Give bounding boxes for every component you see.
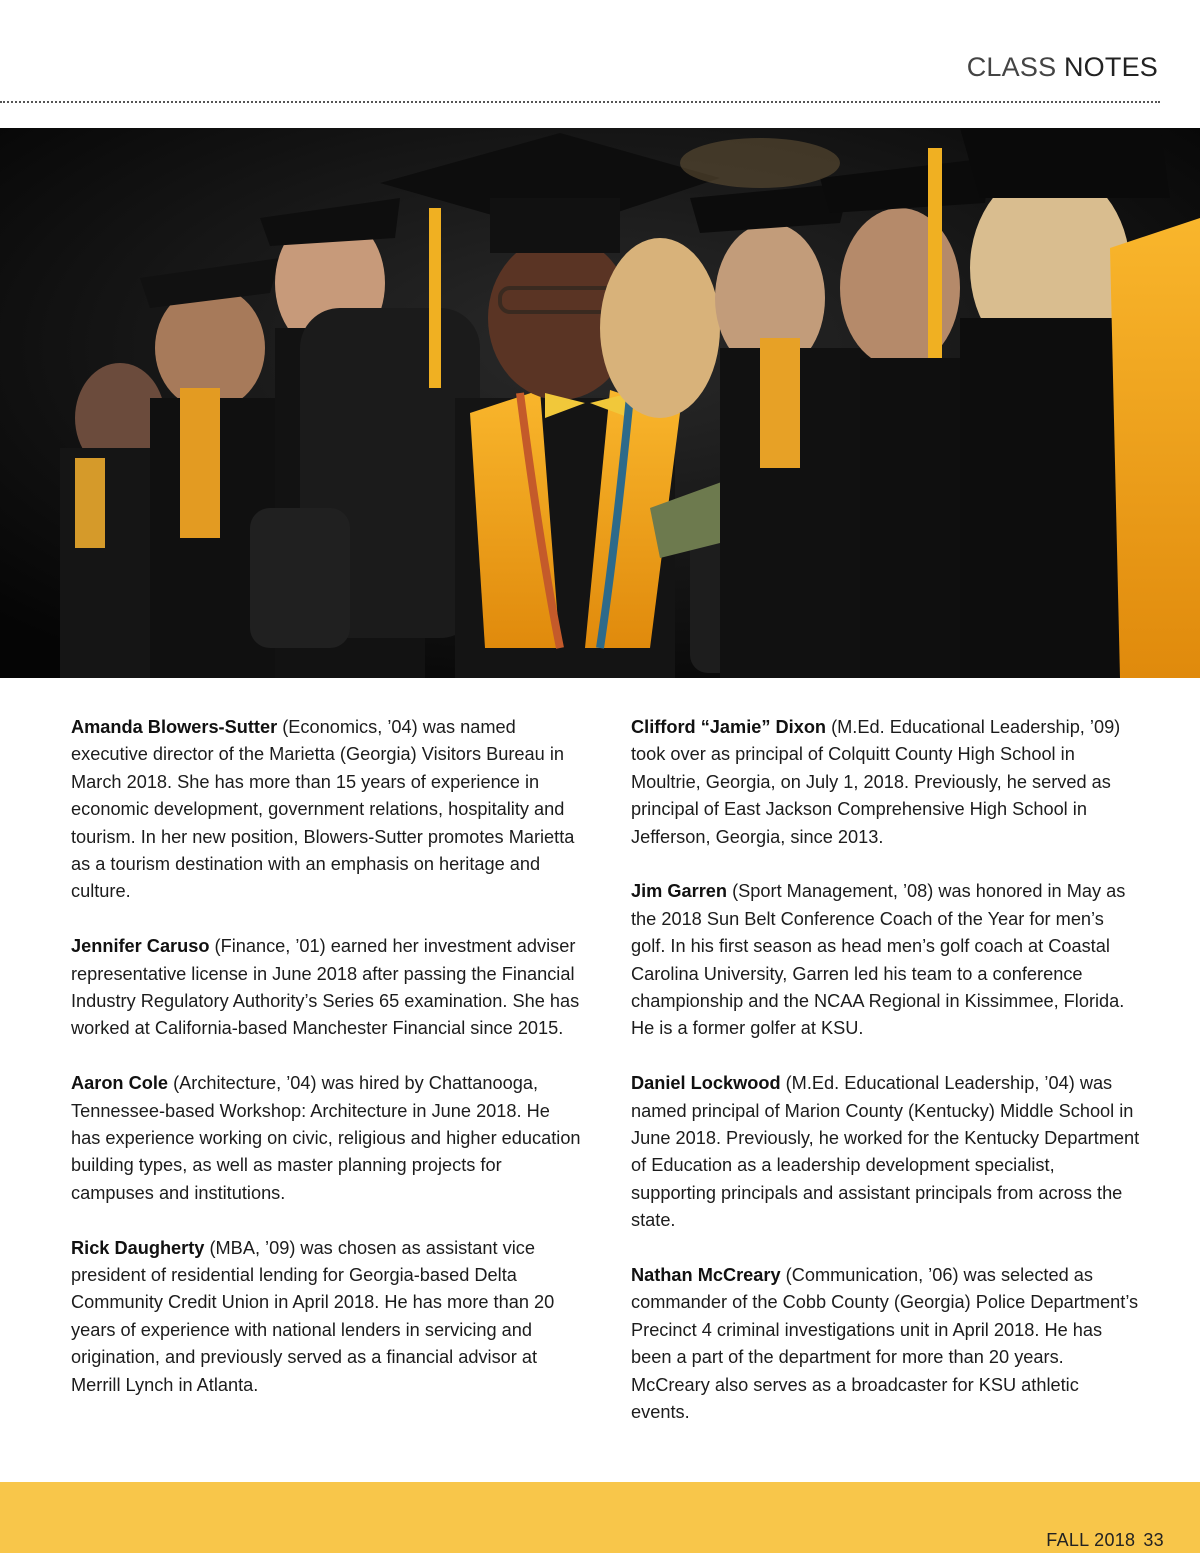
class-note: [631, 714, 1141, 851]
issue-label: FALL 2018: [1046, 1530, 1136, 1550]
class-note: [71, 714, 581, 906]
header-divider: [0, 101, 1160, 103]
alumni-name: Clifford “Jamie” Dixon: [631, 717, 827, 737]
class-note: [631, 1262, 1141, 1426]
note-text: (Economics, ’04) was named executive director of the Marietta (Georgia) Visitors Bureau in March 2018. She has more than 15 years of experience in economic development, government relations, hospitality and tourism. In her new position, Blowers-Sutter promotes Marietta as a tourism destination with an emphasis on heritage and culture.: [71, 717, 575, 902]
alumni-name: Aaron Cole: [71, 1073, 169, 1094]
note-text: (Finance, ’01) earned her investment adviser representative license in June 2018 after passing the Financial Industry Regulatory Authority’s Series 65 examination. She has worked at California-based Manchester Financial since 2015.: [71, 936, 580, 1039]
alumni-name: Rick Daugherty: [71, 1237, 205, 1258]
page-number: 33: [1143, 1530, 1164, 1550]
class-note: [631, 878, 1141, 1042]
note-text: (M.Ed. Educational Leadership, ’09) took over as principal of Colquitt County High School in Moultrie, Georgia, on July 1, 2018. Previously, he served as principal of East Jackson Comprehensive High School in Jefferson, Georgia, since 2013.: [631, 717, 1121, 847]
footer-bar: [0, 1482, 1200, 1553]
note-text: (M.Ed. Educational Leadership, ’04) was named principal of Marion County (Kentucky) Middle School in June 2018. Previously, he worked for the Kentucky Department of Education as a leadership development specialist, supporting principals and assistant principals from across the state.: [631, 1073, 1140, 1231]
alumni-name: Nathan McCreary: [631, 1265, 781, 1286]
alumni-name: Jennifer Caruso: [71, 936, 210, 957]
graduation-photo-illustration: [0, 128, 1200, 678]
note-text: (Architecture, ’04) was hired by Chattanooga, Tennessee-based Workshop: Architecture in June 2018. He has experience working on civic, religious and higher education building types, as well as master planning projects for campuses and institutions.: [71, 1073, 581, 1203]
class-note: [71, 933, 581, 1043]
alumni-name: Amanda Blowers-Sutter: [71, 717, 278, 737]
class-note: [71, 1235, 581, 1399]
section-header: [967, 52, 1158, 84]
alumni-name: Jim Garren: [631, 881, 728, 902]
graduation-photo: [0, 128, 1200, 678]
note-text: (MBA, ’09) was chosen as assistant vice president of residential lending for Georgia-based Delta Community Credit Union in April 2018. He has more than 20 years of experience with national lenders in servicing and origination, and previously served as a financial advisor at Merrill Lynch in Atlanta.: [71, 1237, 555, 1395]
section-header-bold: NOTES: [1063, 52, 1158, 82]
note-text: (Communication, ’06) was selected as commander of the Cobb County (Georgia) Police Department’s Precinct 4 criminal investigations unit in April 2018. He has been a part of the department for more than 20 years. McCreary also serves as a broadcaster for KSU athletic events.: [631, 1265, 1139, 1423]
alumni-name: Daniel Lockwood: [631, 1073, 781, 1094]
section-header-light: CLASS: [966, 52, 1057, 82]
notes-column-left: [71, 714, 581, 1427]
class-note: [71, 1070, 581, 1207]
notes-column-right: [631, 714, 1141, 1454]
class-note: [631, 1070, 1141, 1234]
note-text: (Sport Management, ’08) was honored in May as the 2018 Sun Belt Conference Coach of the Year for men’s golf. In his first season as head men’s golf coach at Coastal Carolina University, Garren led his team to a conference championship and the NCAA Regional in Kissimmee, Florida. He is a former golfer at KSU.: [631, 881, 1126, 1039]
page-footer: [1046, 1530, 1164, 1551]
